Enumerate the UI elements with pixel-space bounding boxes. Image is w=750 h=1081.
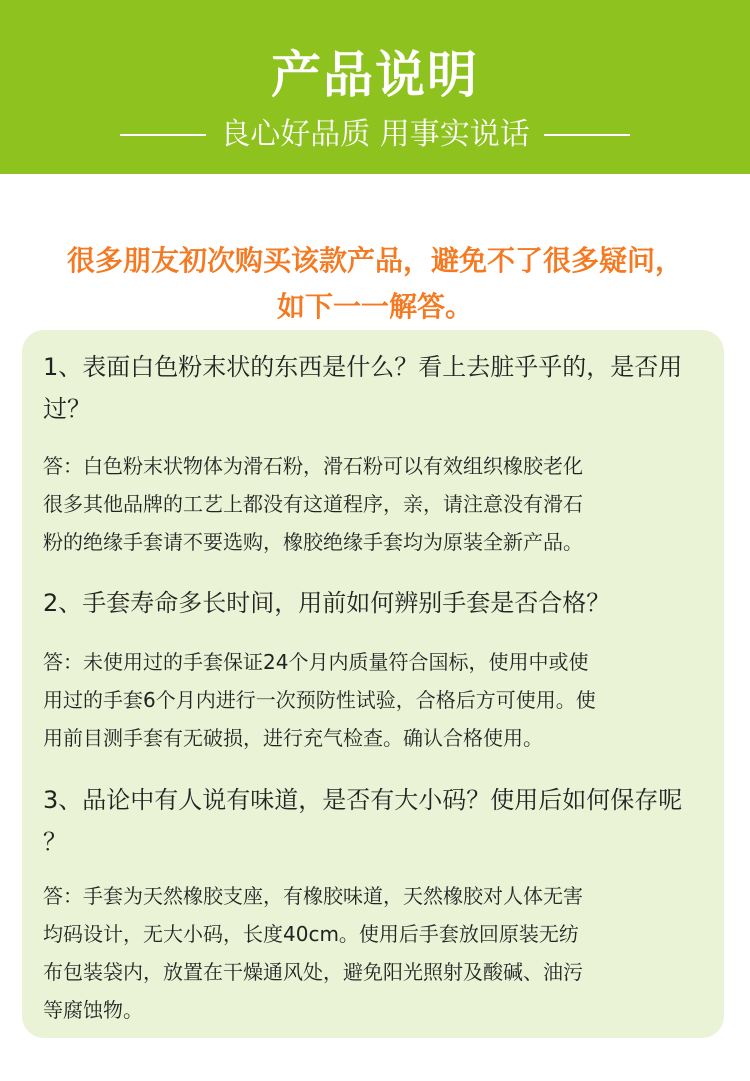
answer-line: 用前目测手套有无破损，进行充气检查。确认合格使用。	[43, 726, 543, 750]
faq-answer-3	[43, 877, 708, 1029]
page-title: 产品说明	[271, 46, 479, 104]
answer-line: 布包装袋内，放置在干燥通风处，避免阳光照射及酸碱、油污	[43, 960, 583, 984]
question-line: 3、品论中有人说有味道，是否有大小码？使用后如何保存呢	[43, 786, 683, 814]
faq-card	[22, 330, 724, 1038]
header-banner	[0, 0, 750, 174]
subtitle-divider-right	[544, 134, 630, 136]
answer-line: 用过的手套6个月内进行一次预防性试验，合格后方可使用。使	[43, 688, 596, 712]
intro-text	[0, 238, 750, 330]
answer-line: 答：白色粉末状物体为滑石粉，滑石粉可以有效组织橡胶老化	[43, 454, 583, 478]
question-line: 2、手套寿命多长时间，用前如何辨别手套是否合格？	[43, 589, 611, 617]
intro-line: 很多朋友初次购买该款产品，避免不了很多疑问，	[66, 244, 683, 277]
intro-line: 如下一一解答。	[276, 290, 473, 323]
faq-question-3	[43, 779, 708, 863]
answer-line: 均码设计，无大小码，长度40cm。使用后手套放回原装无纺	[43, 922, 579, 946]
question-line: 过？	[43, 395, 91, 423]
answer-line: 粉的绝缘手套请不要选购，橡胶绝缘手套均为原装全新产品。	[43, 530, 583, 554]
answer-line: 答：未使用过的手套保证24个月内质量符合国标，使用中或使	[43, 650, 589, 674]
question-line: ？	[43, 828, 67, 856]
faq-answer-1	[43, 447, 708, 561]
faq-answer-2	[43, 643, 708, 757]
answer-line: 很多其他品牌的工艺上都没有这道程序，亲，请注意没有滑石	[43, 492, 583, 516]
answer-line: 等腐蚀物。	[43, 998, 143, 1022]
header-subtitle-row	[0, 113, 750, 157]
faq-question-1	[43, 346, 708, 430]
subtitle-divider-left	[120, 134, 206, 136]
faq-question-2	[43, 582, 708, 624]
answer-line: 答：手套为天然橡胶支座，有橡胶味道，天然橡胶对人体无害	[43, 884, 583, 908]
page-subtitle: 良心好品质 用事实说话	[220, 117, 530, 152]
question-line: 1、表面白色粉末状的东西是什么？看上去脏乎乎的，是否用	[43, 353, 683, 381]
